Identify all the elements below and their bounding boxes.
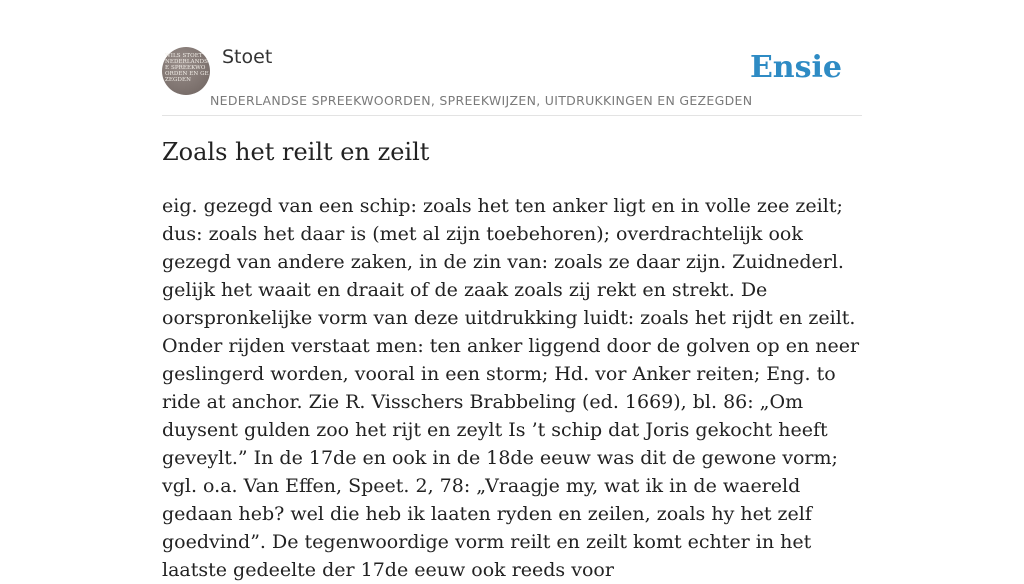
- avatar-cover-text: WILS STOET NEDERLANDSE SPREEKWOORDEN EN GEZEGDEN: [165, 53, 209, 83]
- entry-definition: eig. gezegd van een schip: zoals het ten anker ligt en in volle zee zeilt; dus: zoals het daar is (met al zijn toebehoren); overdrachtelijk ook gezegd van andere zaken, in de zin van: zoals ze daar zijn. Zuidnederl. gelijk het waait en draait of de zaak zoals zij rekt en strekt. De oorspronkelijke vorm van deze uitdrukking luidt: zoals het rijdt en zeilt. Onder rijden verstaat men: ten anker liggend door de golven op en neer geslingerd worden, vooral in een storm; Hd. vor Anker reiten; Eng. to ride at anchor. Zie R. Visschers Brabbeling (ed. 1669), bl. 86: „Om duysent gulden zoo het rijt en zeylt Is ’t schip dat Joris gekocht heeft geveylt.” In de 17de en ook in de 18de eeuw was dit de gewone vorm; vgl. o.a. Van Effen, Speet. 2, 78: „Vraagje my, wat ik in de waereld gedaan heb? wel die heb ik laaten ryden en zeilen, zoals hy het zelf goedvind”. De tegenwoordige vorm reilt en zeilt komt echter in het laatste gedeelte der 17de eeuw ook reeds voor: [162, 195, 860, 581]
- ensie-logo-link[interactable]: Ensie: [749, 50, 842, 85]
- header: [162, 0, 862, 116]
- source-name-link[interactable]: Stoet: [222, 46, 273, 68]
- source-avatar[interactable]: [162, 47, 210, 95]
- entry-title: Zoals het reilt en zeilt: [162, 138, 430, 166]
- source-subtitle: NEDERLANDSE SPREEKWOORDEN, SPREEKWIJZEN, UITDRUKKINGEN EN GEZEGDEN: [210, 93, 753, 108]
